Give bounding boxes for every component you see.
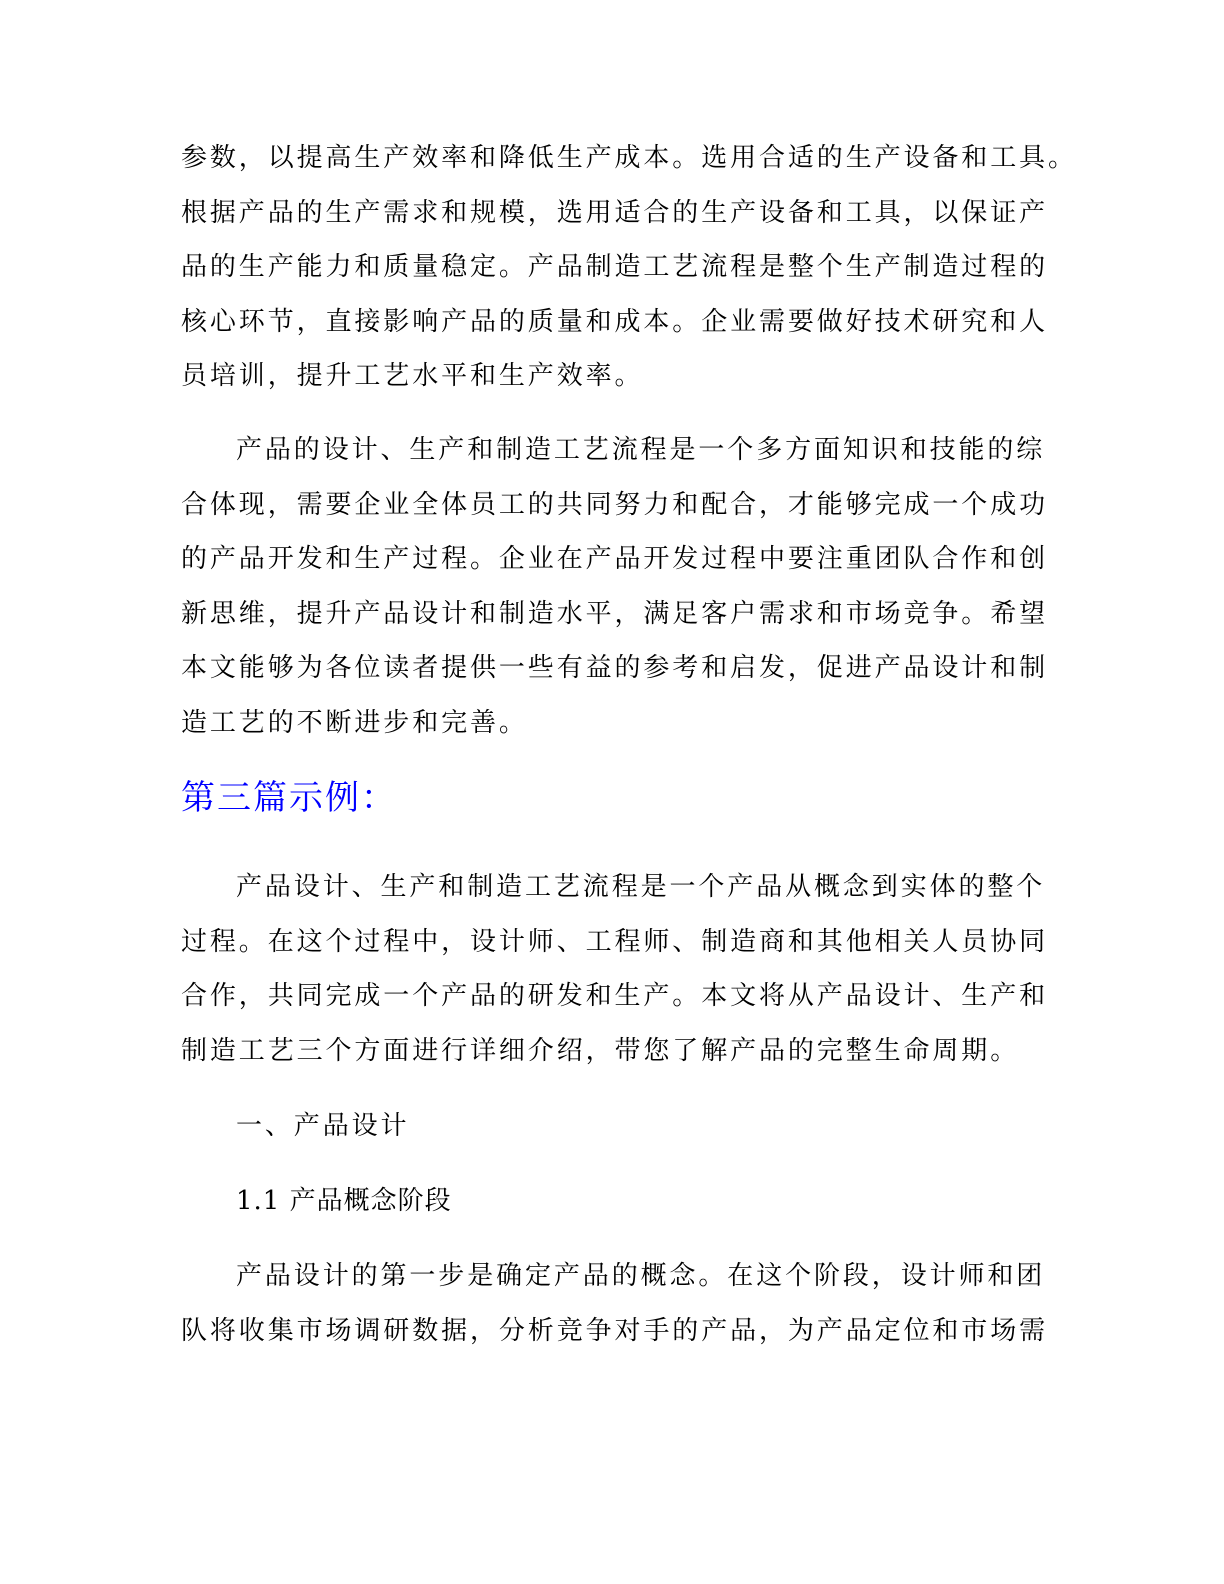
paragraph-2-line-4: 新思维，提升产品设计和制造水平，满足客户需求和市场竞争。希望 [181, 599, 1049, 629]
paragraph-1-line-4: 核心环节，直接影响产品的质量和成本。企业需要做好技术研究和人 [181, 307, 1049, 337]
subsection-1-1-title: 1.1 产品概念阶段 [236, 1186, 452, 1216]
paragraph-1-line-5: 员培训，提升工艺水平和生产效率。 [181, 361, 644, 391]
paragraph-2-line-3: 的产品开发和生产过程。企业在产品开发过程中要注重团队合作和创 [181, 544, 1049, 574]
paragraph-3-line-2: 过程。在这个过程中，设计师、工程师、制造商和其他相关人员协同 [181, 927, 1049, 957]
paragraph-1-line-2: 根据产品的生产需求和规模，选用适合的生产设备和工具，以保证产 [181, 198, 1049, 228]
paragraph-2-line-5: 本文能够为各位读者提供一些有益的参考和启发，促进产品设计和制 [181, 653, 1049, 683]
paragraph-3-line-4: 制造工艺三个方面进行详细介绍，带您了解产品的完整生命周期。 [181, 1036, 1020, 1066]
section-1-title: 一、产品设计 [236, 1111, 410, 1141]
paragraph-1-line-1: 参数，以提高生产效率和降低生产成本。选用合适的生产设备和工具。 [181, 143, 1077, 173]
paragraph-4-line-1: 产品设计的第一步是确定产品的概念。在这个阶段，设计师和团 [236, 1261, 1046, 1291]
section-heading: 第三篇示例： [181, 778, 397, 818]
paragraph-3-line-3: 合作，共同完成一个产品的研发和生产。本文将从产品设计、生产和 [181, 981, 1049, 1011]
paragraph-1-line-3: 品的生产能力和质量稳定。产品制造工艺流程是整个生产制造过程的 [181, 252, 1049, 282]
paragraph-4-line-2: 队将收集市场调研数据，分析竞争对手的产品，为产品定位和市场需 [181, 1316, 1049, 1346]
paragraph-2-line-1: 产品的设计、生产和制造工艺流程是一个多方面知识和技能的综 [236, 435, 1046, 465]
paragraph-2-line-6: 造工艺的不断进步和完善。 [181, 708, 528, 738]
paragraph-2-line-2: 合体现，需要企业全体员工的共同努力和配合，才能够完成一个成功 [181, 490, 1049, 520]
paragraph-3-line-1: 产品设计、生产和制造工艺流程是一个产品从概念到实体的整个 [236, 872, 1046, 902]
